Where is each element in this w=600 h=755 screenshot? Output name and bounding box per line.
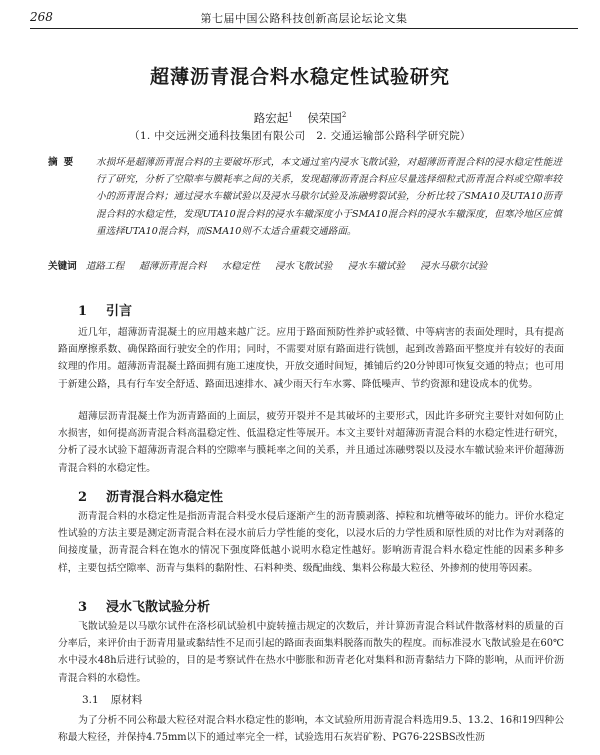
author-sup: 1 xyxy=(288,111,293,120)
keyword: 浸水车辙试验 xyxy=(347,261,406,272)
paragraph: 沥青混合料的水稳定性是指沥青混合料受水侵后逐渐产生的沥青膜剥落、掉粒和坑槽等破坏的能力。评价水稳定性试验的方法主要是测定沥青混合料在浸水前后力学性能的变化，以浸水后的力学性质和原性质的对比作为对剥落的间接度量，沥青混合料在饱水的情况下强度降低越小说明水稳定性越好。影响沥青混合料水稳定性能的因素多种多样，主要包括空隙率、沥青与集料的黏附性、石料种类、级配曲线、集料公称最大粒径、外掺剂的使用等因素。 xyxy=(58,511,564,574)
journal-title: 第七届中国公路科技创新高层论坛论文集 xyxy=(200,12,408,25)
page-header xyxy=(30,8,578,29)
section-title: 沥青混合料水稳定性 xyxy=(106,490,224,505)
keywords-label: 关键词 xyxy=(48,261,77,272)
keyword: 浸水马歇尔试验 xyxy=(420,261,488,272)
paragraph: 近几年，超薄沥青混凝土的应用越来越广泛。应用于路面预防性养护或轻微、中等病害的表面处理时，具有提高路面摩擦系数、确保路面行驶安全的作用；同时，不需要对原有路面进行铣刨，起到改善路面平整度并有较好的表面纹理的作用。超薄沥青混凝土路面拥有施工速度快，开放交通时间短，摊铺后约20分钟即可恢复交通的特点；也可用于新建公路，具有行车安全舒适、路面迅速排水、减少雨天行车水雾、降低噪声、节约资源和建设成本的优势。 xyxy=(58,327,564,390)
affiliations: （1. 中交远洲交通科技集团有限公司 2. 交通运输部公路科学研究院） xyxy=(129,130,471,142)
abstract-text: 水损坏是超薄沥青混合料的主要破坏形式，本文通过室内浸水飞散试验，对超薄沥青混合料的浸水稳定性能进行了研究，分析了空隙率与膜耗率之间的关系，发现超薄沥青混合料应尽量选择细粒式沥青混合料或空隙率较小的沥青混合料；通过浸水车辙试验以及浸水马歇尔试验及冻融劈裂试验，分析比较了SMA10及UTA10沥青混合料的水稳定性，发现UTA10混合料的浸水车辙深度小于SMA10混合料的浸水车辙深度，但寒冷地区应慎重选择UTA10混合料，而SMA10则不太适合重载交通路面。 xyxy=(96,157,562,237)
keyword: 超薄沥青混合料 xyxy=(139,261,207,272)
keyword: 水稳定性 xyxy=(221,261,260,272)
paragraph: 超薄层沥青混凝土作为沥青路面的上面层，疲劳开裂并不是其破坏的主要形式，因此许多研究主要针对如何防止水损害，如何提高沥青混合料高温稳定性、低温稳定性等展开。本文主要针对超薄沥青混合料的水稳定性进行研究，分析了浸水试验下超薄沥青混合料的空隙率与膜耗率之间的关系，并且通过冻融劈裂以及浸水车辙试验来评价超薄沥青混合料的水稳定性。 xyxy=(58,411,564,474)
section-number: 1 xyxy=(78,304,88,319)
section-heading xyxy=(78,596,210,615)
paper-title: 超薄沥青混合料水稳定性试验研究 xyxy=(149,66,450,88)
section-number: 3 xyxy=(78,600,88,615)
author-name: 路宏起 xyxy=(253,111,289,125)
authors xyxy=(0,110,600,126)
section-title: 浸水飞散试验分析 xyxy=(106,600,211,615)
author-name: 侯荣国 xyxy=(307,111,342,125)
subsection-number: 3.1 xyxy=(82,694,99,706)
subsection-title: 原材料 xyxy=(110,694,143,706)
page-number: 268 xyxy=(30,10,53,24)
author-sup: 2 xyxy=(341,111,347,120)
keyword: 浸水飞散试验 xyxy=(274,261,333,272)
subsection-heading xyxy=(82,692,142,707)
section-number: 2 xyxy=(78,490,88,505)
section-heading xyxy=(78,300,132,319)
keywords xyxy=(48,258,562,272)
section-heading xyxy=(78,486,223,505)
paragraph: 为了分析不同公称最大粒径对混合料水稳定性的影响，本文试验所用沥青混合料选用9.5、13.2、16和19四种公称最大粒径，并保持4.75mm以下的通过率完全一样，试验选用石灰岩矿粉、PG76-22SBS改性沥 xyxy=(58,715,564,744)
abstract-label: 摘要 xyxy=(48,157,80,168)
abstract xyxy=(48,154,562,240)
keyword: 道路工程 xyxy=(85,261,125,272)
section-title: 引言 xyxy=(106,304,133,319)
paragraph: 飞散试验是以马歇尔试件在洛杉矶试验机中旋转撞击规定的次数后，并计算沥青混合料试件散落材料的质量的百分率后，来评价由于沥青用量或黏结性不足而引起的路面表面集料脱落而散失的程度。而标准浸水飞散试验是在60℃水中浸水48h后进行试验的，目的是考察试件在热水中膨胀和沥青老化对集料和沥青黏结力下降的影响，从而评价沥青混合料的水稳性。 xyxy=(58,621,564,684)
